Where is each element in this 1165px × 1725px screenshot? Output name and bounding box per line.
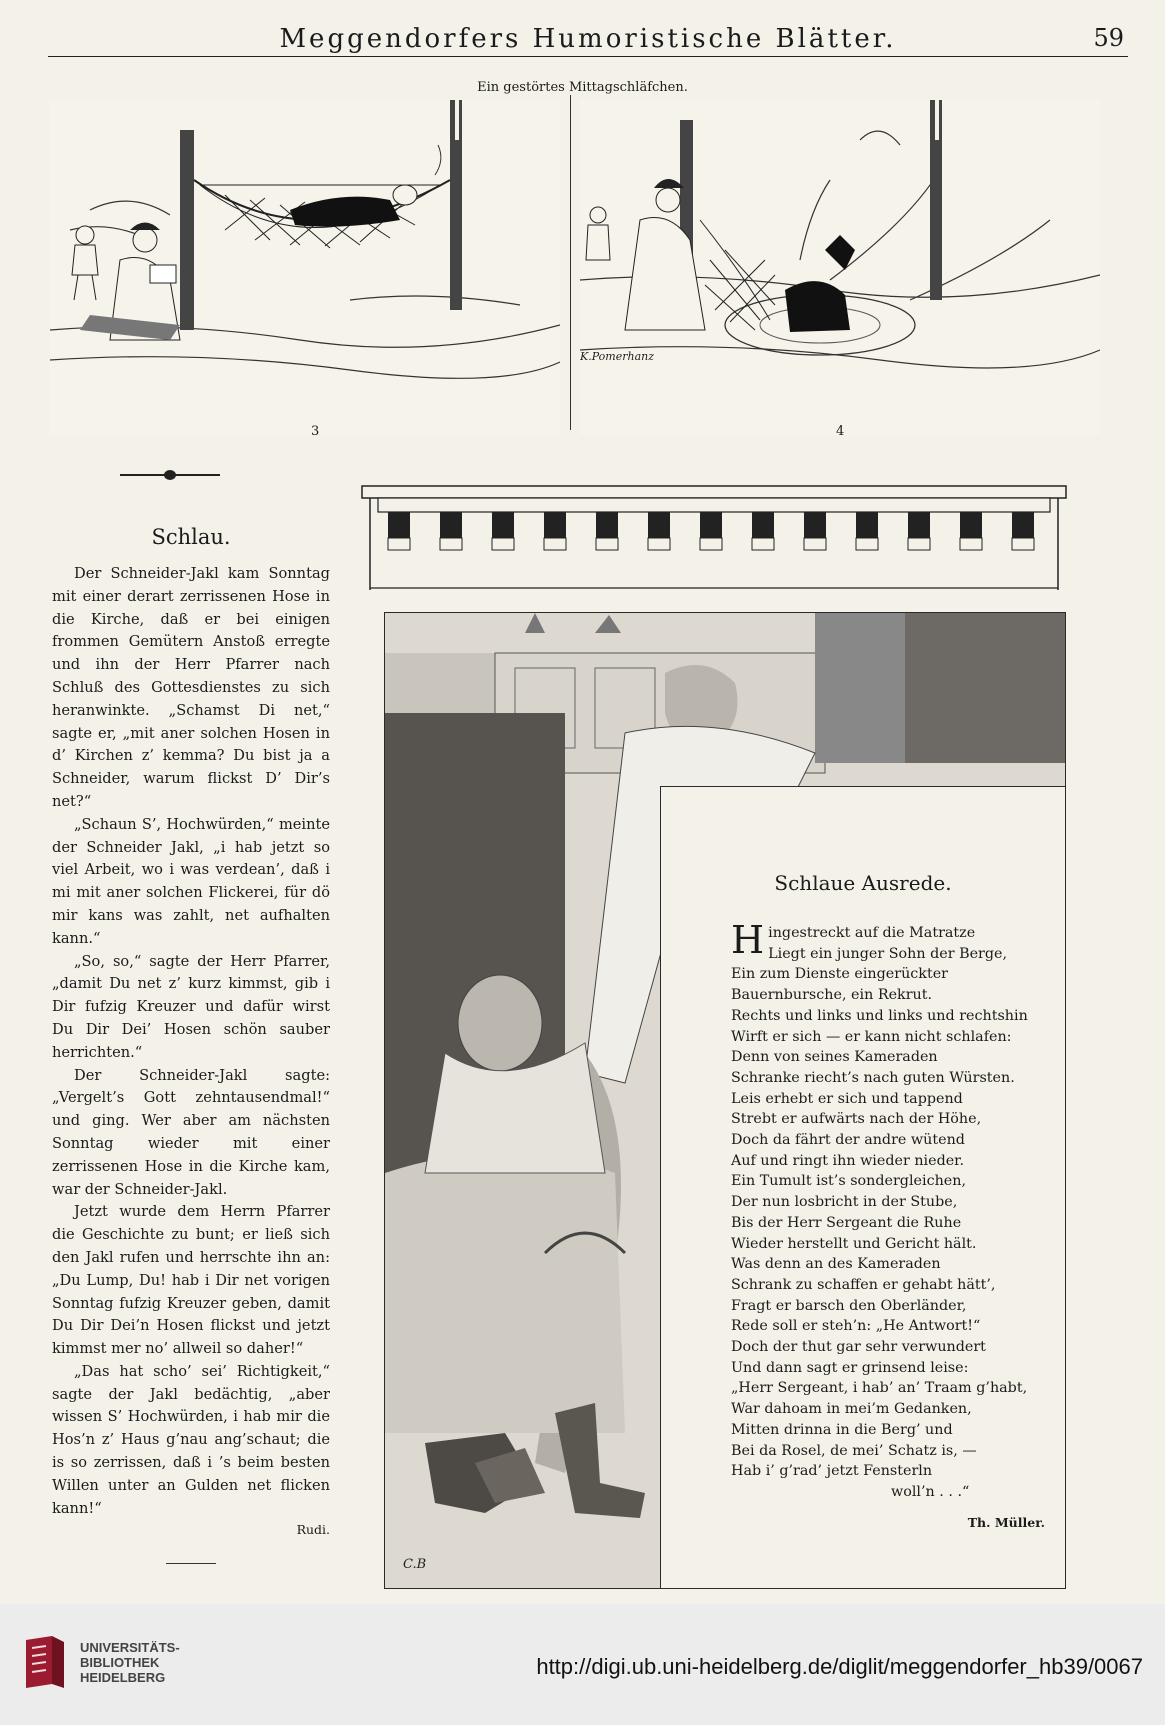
poem-line: Rede soll er steh’n: „He Antwort!“ (731, 1318, 981, 1335)
poem-line: Ein Tumult ist’s sondergleichen, (731, 1173, 966, 1190)
page-number: 59 (1093, 24, 1124, 52)
artist-signature: K.Pomerhanz (580, 350, 655, 363)
poem-line: Bei da Rosel, de mei’ Schatz is, — (731, 1442, 977, 1459)
library-name-line: BIBLIOTHEK (80, 1655, 160, 1670)
university-library-logo-icon (22, 1634, 68, 1690)
falling-man (785, 281, 850, 332)
poem-author: Th. Müller. (967, 1515, 1045, 1530)
poem-line: Rechts und links und links und rechtshin (731, 1007, 1028, 1024)
decorative-frame-top (358, 476, 1070, 590)
hammock-fall-illustration (580, 100, 1100, 435)
small-boy (586, 207, 610, 260)
birch-tree-left (180, 130, 194, 330)
poem-line: Fragt er barsch den Oberländer, (731, 1297, 967, 1314)
poem-line: Bauernbursche, ein Rekrut. (731, 987, 933, 1004)
library-footer (0, 1604, 1165, 1725)
poem-line: Bis der Herr Sergeant die Ruhe (731, 1214, 962, 1231)
story-paragraph: Der Schneider-Jakl sagte: „Vergelt’s Gott zehntausendmal!“ und ging. Wer aber am nächsten Sonntag wieder mit einer zerrissenen Hose in die Kirche kam, war der Schneider-Jakl. (52, 1066, 330, 1198)
end-rule (166, 1563, 216, 1564)
comic-panel-3 (50, 100, 560, 435)
poem-line: Ein zum Dienste eingerückter (731, 966, 949, 983)
poem-box (660, 786, 1065, 1588)
library-name-line: UNIVERSITÄTS- (80, 1640, 180, 1655)
story-paragraph: Der Schneider-Jakl kam Sonntag mit einer derart zerrissenen Hose in die Kirche, daß er bei einigen frommen Gemütern Anstoß erregte und ihn der Herr Pfarrer nach Schluß des Gottesdienstes zu sich heranwinkte. „Schamst Di net,“ sagte er, „mit aner solchen Hosen in d’ Kirchen z’ kemma? Du bist ja a Schneider, warum flickst D’ Dir’s net?“ (52, 565, 330, 810)
poem-line: Hingestreckt auf die Matratze (731, 918, 976, 962)
poem-line: Denn von seines Kameraden (731, 1049, 938, 1066)
library-name (80, 1640, 180, 1685)
poem-line: Auf und ringt ihn wieder nieder. (731, 1152, 964, 1169)
story-column (52, 525, 330, 1564)
poem-line: Schranke riecht’s nach guten Würsten. (731, 1069, 1015, 1086)
poem-line: Liegt ein junger Sohn der Berge, (768, 945, 1008, 962)
frame-ornament (358, 476, 1070, 590)
poem-line: Der nun losbricht in der Stube, (731, 1194, 958, 1211)
comic-caption: Ein gestörtes Mittagschläfchen. (477, 80, 688, 95)
poem-last-line: woll’n . . .“ (891, 1483, 970, 1500)
page-header (48, 22, 1128, 57)
poem-line: Und dann sagt er grinsend leise: (731, 1359, 969, 1376)
hammock-scene-illustration (50, 100, 560, 435)
poem-line: Wirft er sich — er kann nicht schlafen: (731, 1028, 1012, 1045)
poem-line: War dahoam in mei’m Gedanken, (731, 1401, 972, 1418)
poem-line: Strebt er aufwärts nach der Höhe, (731, 1111, 982, 1128)
story-paragraph: „Das hat scho’ sei’ Richtigkeit,“ sagte der Jakl bedächtig, „aber wissen S’ Hochwürden, i hab mir die Hos’n z’ Haus g’nau ang’schaut; die is so zerrissen, daß i ’s beim besten Willen unter an Gulden net flicken kann!“ (52, 1362, 330, 1517)
poem-line: Doch der thut gar sehr verwundert (731, 1339, 986, 1356)
sleeping-man (290, 197, 400, 227)
bed-blanket (385, 1153, 625, 1433)
poem-line: Doch da fährt der andre wütend (731, 1132, 965, 1149)
story-title: Schlau. (151, 525, 231, 549)
story-signature: Rudi. (296, 1522, 330, 1538)
poem-line: Mitten drinna in die Berg’ und (731, 1421, 953, 1438)
story-paragraph: „So, so,“ sagte der Herr Pfarrer, „damit Du net z’ kurz kimmst, gib i Dir fufzig Kreuzer und dafür wirst Du Dir Dei’ Hosen schön sauber herrichten.“ (52, 952, 330, 1061)
magazine-title: Meggendorfers Humoristische Blätter. (279, 24, 897, 54)
poem-line: Schrank zu schaffen er gehabt hätt’, (731, 1276, 996, 1293)
poem-line: Wieder herstellt und Gericht hält. (731, 1235, 977, 1252)
small-boy (72, 226, 98, 300)
illustration-signature: C.B (403, 1557, 427, 1572)
ornamental-divider (120, 474, 220, 476)
source-url-link[interactable]: http://digi.ub.uni-heidelberg.de/diglit/meggendorfer_hb39/0067 (536, 1654, 1143, 1679)
library-name-line: HEIDELBERG (80, 1670, 166, 1685)
poem-line: Was denn an des Kameraden (731, 1256, 941, 1273)
story-paragraph: „Schaun S’, Hochwürden,“ meinte der Schneider Jakl, „i hab jetzt so viel Arbeit, wo i was verdean’, daß i mi mit aner solchen Flickerei, für dö mir kans was zahlt, net aufhalten kann.“ (52, 815, 330, 947)
poem-line: Leis erhebt er sich und tappend (731, 1090, 963, 1107)
panel-divider (570, 95, 571, 430)
panel-number-3: 3 (311, 424, 320, 439)
comic-panel-4 (580, 100, 1100, 435)
recruit-lying-head (458, 975, 542, 1071)
story-paragraph: Jetzt wurde dem Herrn Pfarrer die Geschichte zu bunt; er ließ sich den Jakl rufen und herrschte ihn an: „Du Lump, Du! hab i Dir net vorigen Sonntag fufzig Kreuzer geben, damit Du Dir Dei’n Hosen flickst und jetzt kimmst mer no’ allweil so daher!“ (52, 1203, 330, 1358)
poem-title: Schlaue Ausrede. (774, 871, 952, 895)
poem-lines (731, 918, 1065, 1503)
poem-line: „Herr Sergeant, i hab’ an’ Traam g’habt, (731, 1380, 1028, 1397)
panel-number-4: 4 (836, 424, 845, 439)
poem-line: Hab i’ g’rad’ jetzt Fensterln (731, 1463, 933, 1480)
